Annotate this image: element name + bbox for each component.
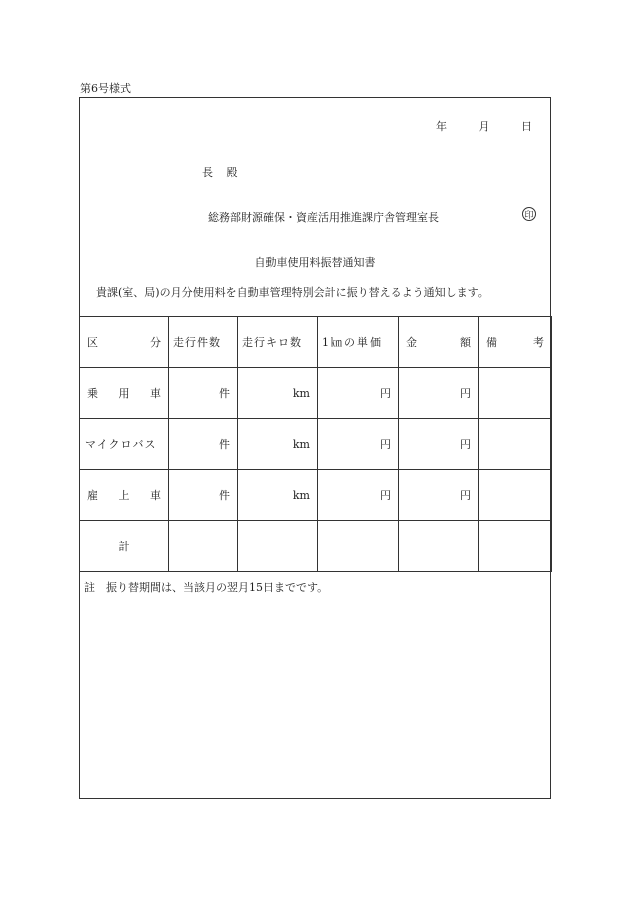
header-amount: 金 額 [399,317,479,368]
sender-name: 総務部財源確保・資産活用推進課庁舎管理室長 [208,211,439,224]
table-row [80,470,552,521]
total-distance-cell [238,521,318,572]
trip-unit: 件 [169,470,238,521]
usage-table [79,316,552,572]
addressee [202,164,248,180]
total-trip-cell [169,521,238,572]
row-category: マイクロバス [80,419,169,470]
seal-mark: 印 [522,207,536,221]
form-number: 第6号様式 [80,82,131,95]
row-category: 乗 用 車 [80,368,169,419]
total-remarks-cell [479,521,552,572]
total-label: 計 [80,521,169,572]
remarks-cell [479,470,552,521]
date-year: 年 [436,120,447,133]
distance-unit: km [238,470,318,521]
price-unit: 円 [318,368,399,419]
form-frame [79,97,551,799]
date-line [436,118,532,134]
amount-unit: 円 [399,368,479,419]
amount-unit: 円 [399,419,479,470]
table-row [80,368,552,419]
distance-unit: km [238,419,318,470]
total-amount-cell [399,521,479,572]
total-price-cell [318,521,399,572]
header-category: 区 分 [80,317,169,368]
row-category: 雇 上 車 [80,470,169,521]
remarks-cell [479,368,552,419]
date-day: 日 [521,120,532,133]
price-unit: 円 [318,419,399,470]
table-row [80,419,552,470]
price-unit: 円 [318,470,399,521]
intro-text: 貴課(室、局)の月分使用料を自動車管理特別会計に振り替えるよう通知します。 [96,286,489,299]
header-distance: 走行キロ数 [238,317,318,368]
distance-unit: km [238,368,318,419]
header-unit-price: 1㎞の単価 [318,317,399,368]
addressee-title: 長 [202,166,213,179]
trip-unit: 件 [169,419,238,470]
total-row [80,521,552,572]
remarks-cell [479,419,552,470]
footnote: 註 振り替期間は、当該月の翌月15日までです。 [84,581,329,594]
addressee-honorific: 殿 [226,166,238,179]
header-trip-count: 走行件数 [169,317,238,368]
document-title: 自動車使用料振替通知書 [254,256,376,269]
trip-unit: 件 [169,368,238,419]
amount-unit: 円 [399,470,479,521]
table-header-row [80,317,552,368]
date-month: 月 [478,120,490,133]
header-remarks: 備 考 [479,317,552,368]
